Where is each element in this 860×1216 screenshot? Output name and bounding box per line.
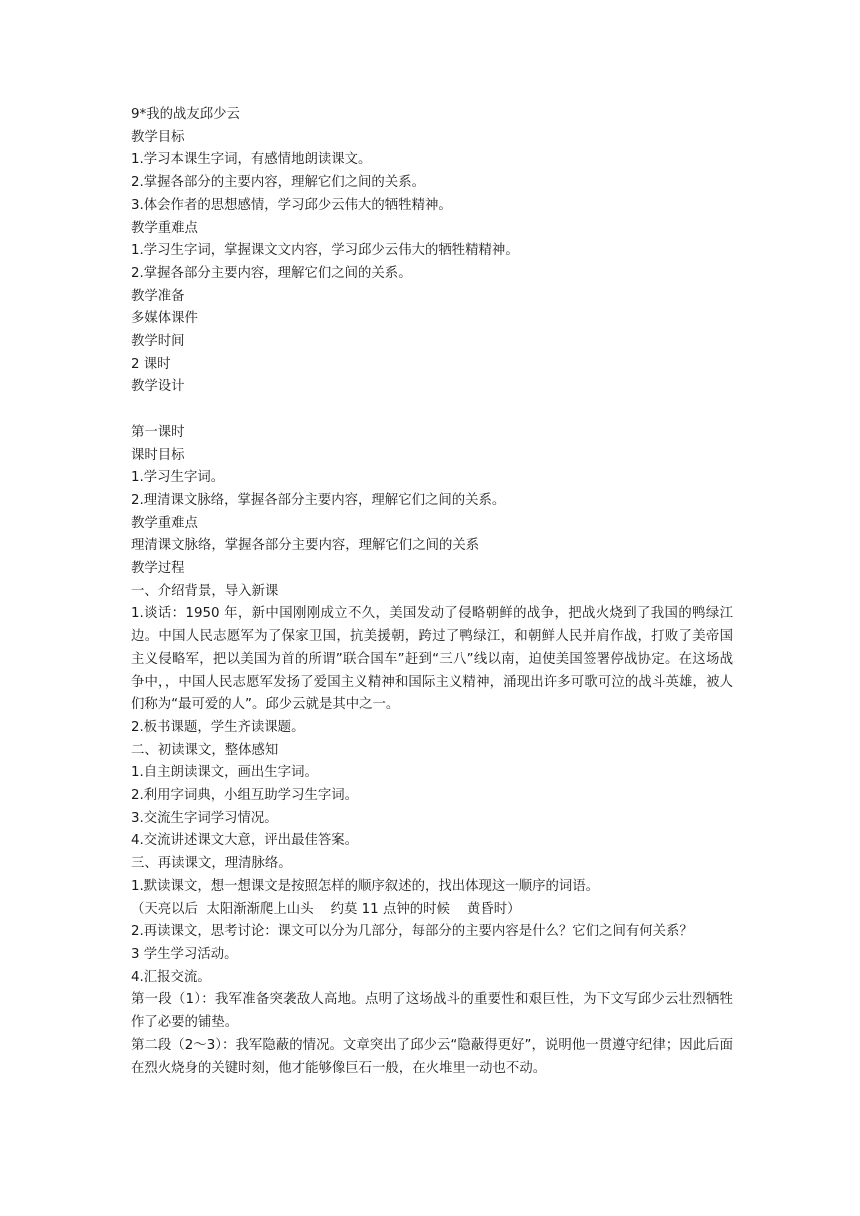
section-title: 二、初读课文，整体感知: [131, 742, 279, 758]
section-item: 4.交流讲述课文大意，评出最佳答案。: [131, 833, 359, 849]
document-page: [131, 104, 733, 1080]
prep-heading: 教学准备: [131, 288, 185, 304]
process-heading: 教学过程: [131, 561, 185, 577]
lesson-goal-item: 2.理清课文脉络，掌握各部分主要内容，理解它们之间的关系。: [131, 492, 506, 508]
section-item: 2.板书课题，学生齐读课题。: [131, 719, 305, 735]
goal-item: 2.掌握各部分的主要内容，理解它们之间的关系。: [131, 175, 425, 191]
section-item: 1.默读课文，想一想课文是按照怎样的顺序叙述的，找出体现这一顺序的词语。: [131, 878, 600, 894]
section-item-answer: （天亮以后 太阳渐渐爬上山头 约莫 11 点钟的时候 黄昏时）: [131, 901, 521, 917]
goals-heading: 教学目标: [131, 129, 185, 145]
lesson-goals-heading: 课时目标: [131, 447, 185, 463]
background-paragraph: 1.谈话：1950 年，新中国刚刚成立不久，美国发动了侵略朝鲜的战争，把战火烧到了我国的鸭绿江边。中国人民志愿军为了保家卫国，抗美援朝，跨过了鸭绿江，和朝鲜人民并肩作战，打败了美帝国主义侵略军，把以美国为首的所谓”联合国车”赶到“三八”线以南，迫使美国签署停战协定。在这场战争中，，中国人民志愿军发扬了爱国主义精神和国际主义精神，涌现出许多可歌可泣的战斗英雄，被人们称为“最可爱的人”。邱少云就是其中之一。: [131, 606, 733, 713]
section-item: 4.汇报交流。: [131, 969, 211, 985]
design-heading: 教学设计: [131, 379, 185, 395]
key-point-item: 2.掌握各部分主要内容，理解它们之间的关系。: [131, 265, 412, 281]
time-text: 2 课时: [131, 356, 171, 372]
goal-item: 1.学习本课生字词，有感情地朗读课文。: [131, 152, 372, 168]
prep-text: 多媒体课件: [131, 311, 198, 327]
document-title: 9*我的战友邱少云: [131, 107, 240, 122]
section-item: 2.利用字词典，小组互助学习生字词。: [131, 788, 359, 804]
section-item: 3.交流生字词学习情况。: [131, 810, 278, 826]
goal-item: 3.体会作者的思想感情，学习邱少云伟大的牺牲精神。: [131, 197, 452, 213]
section-item: 1.自主朗读课文，画出生字词。: [131, 765, 318, 781]
part-summary: 第二段（2～3）：我军隐蔽的情况。文章突出了邱少云“隐蔽得更好”，说明他一贯遵守纪律；因此后面在烈火烧身的关键时刻，他才能够像巨石一般，在火堆里一动也不动。: [131, 1037, 733, 1076]
key-points-heading: 教学重难点: [131, 220, 198, 236]
lesson-key-text: 理清课文脉络，掌握各部分主要内容，理解它们之间的关系: [131, 538, 480, 554]
section-item: 3 学生学习活动。: [131, 947, 238, 962]
lesson-title: 第一课时: [131, 424, 185, 440]
section-title: 一、介绍背景，导入新课: [131, 583, 279, 599]
lesson-key-heading: 教学重难点: [131, 515, 198, 531]
lesson-goal-item: 1.学习生字词。: [131, 470, 225, 486]
key-point-item: 1.学习生字词，掌握课文文内容，学习邱少云伟大的牺牲精精神。: [131, 243, 519, 259]
section-item: 2.再读课文，思考讨论：课文可以分为几部分，每部分的主要内容是什么？它们之间有何关系？: [131, 924, 693, 940]
time-heading: 教学时间: [131, 334, 185, 350]
blank-line: [131, 399, 733, 422]
section-title: 三、再读课文，理清脉络。: [131, 856, 292, 872]
part-summary: 第一段（1）：我军准备突袭敌人高地。点明了这场战斗的重要性和艰巨性，为下文写邱少云壮烈牺牲作了必要的铺垫。: [131, 992, 733, 1031]
